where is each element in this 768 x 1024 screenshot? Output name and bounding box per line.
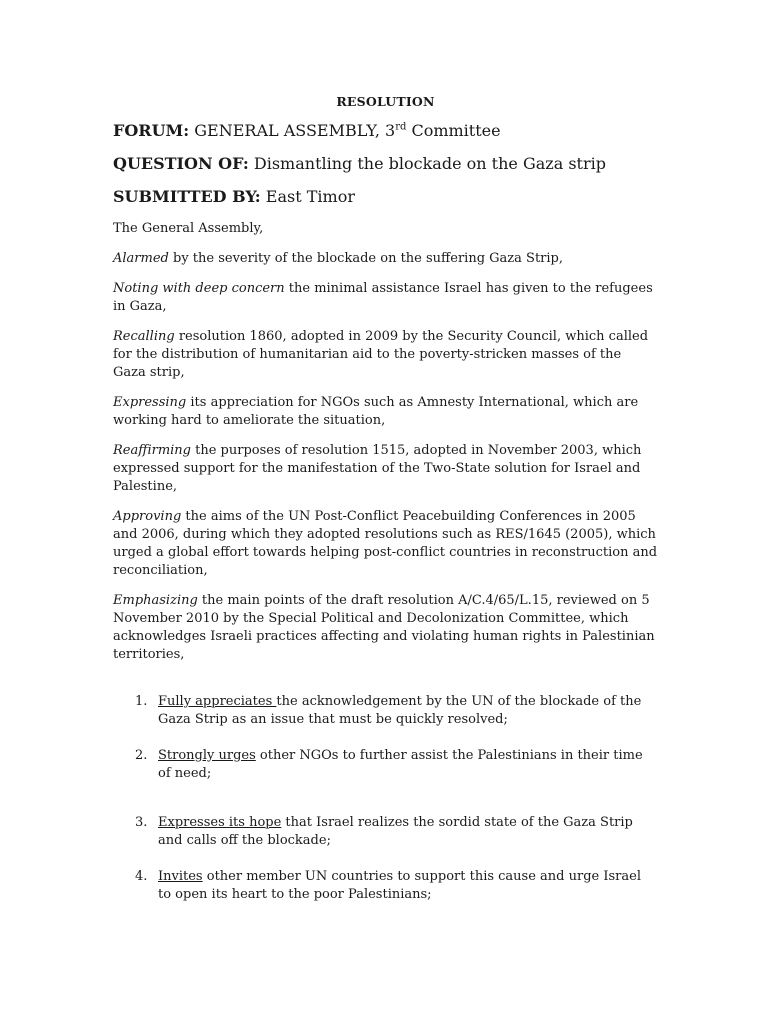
forum-superscript: rd xyxy=(395,121,407,133)
submitted-line xyxy=(113,187,658,207)
preambulatory-clause xyxy=(113,508,658,580)
preambulatory-clause xyxy=(113,592,658,664)
clause-text: other NGOs to further assist the Palestinians in their time of need; xyxy=(158,748,643,781)
operative-clause xyxy=(113,868,658,904)
question-value: Dismantling the blockade on the Gaza strip xyxy=(253,154,606,173)
clause-lead: Strongly urges xyxy=(158,748,256,763)
clause-lead: Reaffirming xyxy=(113,443,191,458)
clause-text: its appreciation for NGOs such as Amnesty International, which are working hard to ameliorate the situation, xyxy=(113,395,639,428)
clause-text: the purposes of resolution 1515, adopted in November 2003, which expressed support for the manifestation of the Two-State solution for Israel and Palestine, xyxy=(113,443,642,494)
clause-text: the aims of the UN Post-Conflict Peacebuilding Conferences in 2005 and 2006, during which they adopted resolutions such as RES/1645 (2005), which urged a global effort towards helping post-conflict countries in reconstruction and reconciliation, xyxy=(113,509,658,578)
clause-text: the acknowledgement by the UN of the blockade of the Gaza Strip as an issue that must be quickly resolved; xyxy=(158,694,642,727)
clause-text: by the severity of the blockade on the suffering Gaza Strip, xyxy=(168,251,563,266)
question-line xyxy=(113,154,658,174)
clause-text: the main points of the draft resolution A/C.4/65/L.15, reviewed on 5 November 2010 by the Special Political and Decolonization Committee, which acknowledges Israeli practices affecting and violating human rights in Palestinian territories, xyxy=(113,593,655,662)
forum-line xyxy=(113,121,658,141)
clause-lead: Fully appreciates xyxy=(158,694,277,709)
question-label: QUESTION OF: xyxy=(113,154,249,173)
clause-lead: Expressing xyxy=(113,395,187,410)
clause-text: resolution 1860, adopted in 2009 by the Security Council, which called for the distribution of humanitarian aid to the poverty-stricken masses of the Gaza strip, xyxy=(113,329,649,380)
clause-number: 4. xyxy=(135,869,148,884)
clause-lead: Alarmed xyxy=(113,251,169,266)
intro-line: The General Assembly, xyxy=(113,221,264,236)
forum-suffix: Committee xyxy=(406,121,501,140)
clause-text: other member UN countries to support this cause and urge Israel to open its heart to the poor Palestinians; xyxy=(158,869,641,902)
clause-lead: Expresses its hope xyxy=(158,815,282,830)
clause-lead: Emphasizing xyxy=(113,593,198,608)
resolution-document xyxy=(113,94,658,904)
forum-label: FORUM: xyxy=(113,121,190,140)
preambulatory-clause xyxy=(113,442,658,496)
preambulatory-clause xyxy=(113,250,658,268)
operative-clause xyxy=(113,747,658,783)
clause-number: 1. xyxy=(135,694,148,709)
clause-lead: Approving xyxy=(113,509,182,524)
clause-lead: Recalling xyxy=(113,329,175,344)
forum-value: GENERAL ASSEMBLY, 3 xyxy=(194,121,396,140)
operative-clause xyxy=(113,814,658,850)
clause-number: 2. xyxy=(135,748,148,763)
submitted-label: SUBMITTED BY: xyxy=(113,187,261,206)
clause-text: that Israel realizes the sordid state of the Gaza Strip and calls off the blockade; xyxy=(158,815,633,848)
clause-lead: Noting with deep concern xyxy=(113,281,285,296)
preambulatory-clause xyxy=(113,394,658,430)
document-title: RESOLUTION xyxy=(336,94,435,109)
clause-text: the minimal assistance Israel has given to the refugees in Gaza, xyxy=(113,281,653,314)
preambulatory-clause xyxy=(113,328,658,382)
operative-clause xyxy=(113,693,658,729)
clause-number: 3. xyxy=(135,815,148,830)
preambulatory-clauses xyxy=(113,250,658,664)
operative-clauses xyxy=(113,693,658,904)
submitted-value: East Timor xyxy=(265,187,355,206)
preambulatory-clause xyxy=(113,280,658,316)
clause-lead: Invites xyxy=(158,869,203,884)
